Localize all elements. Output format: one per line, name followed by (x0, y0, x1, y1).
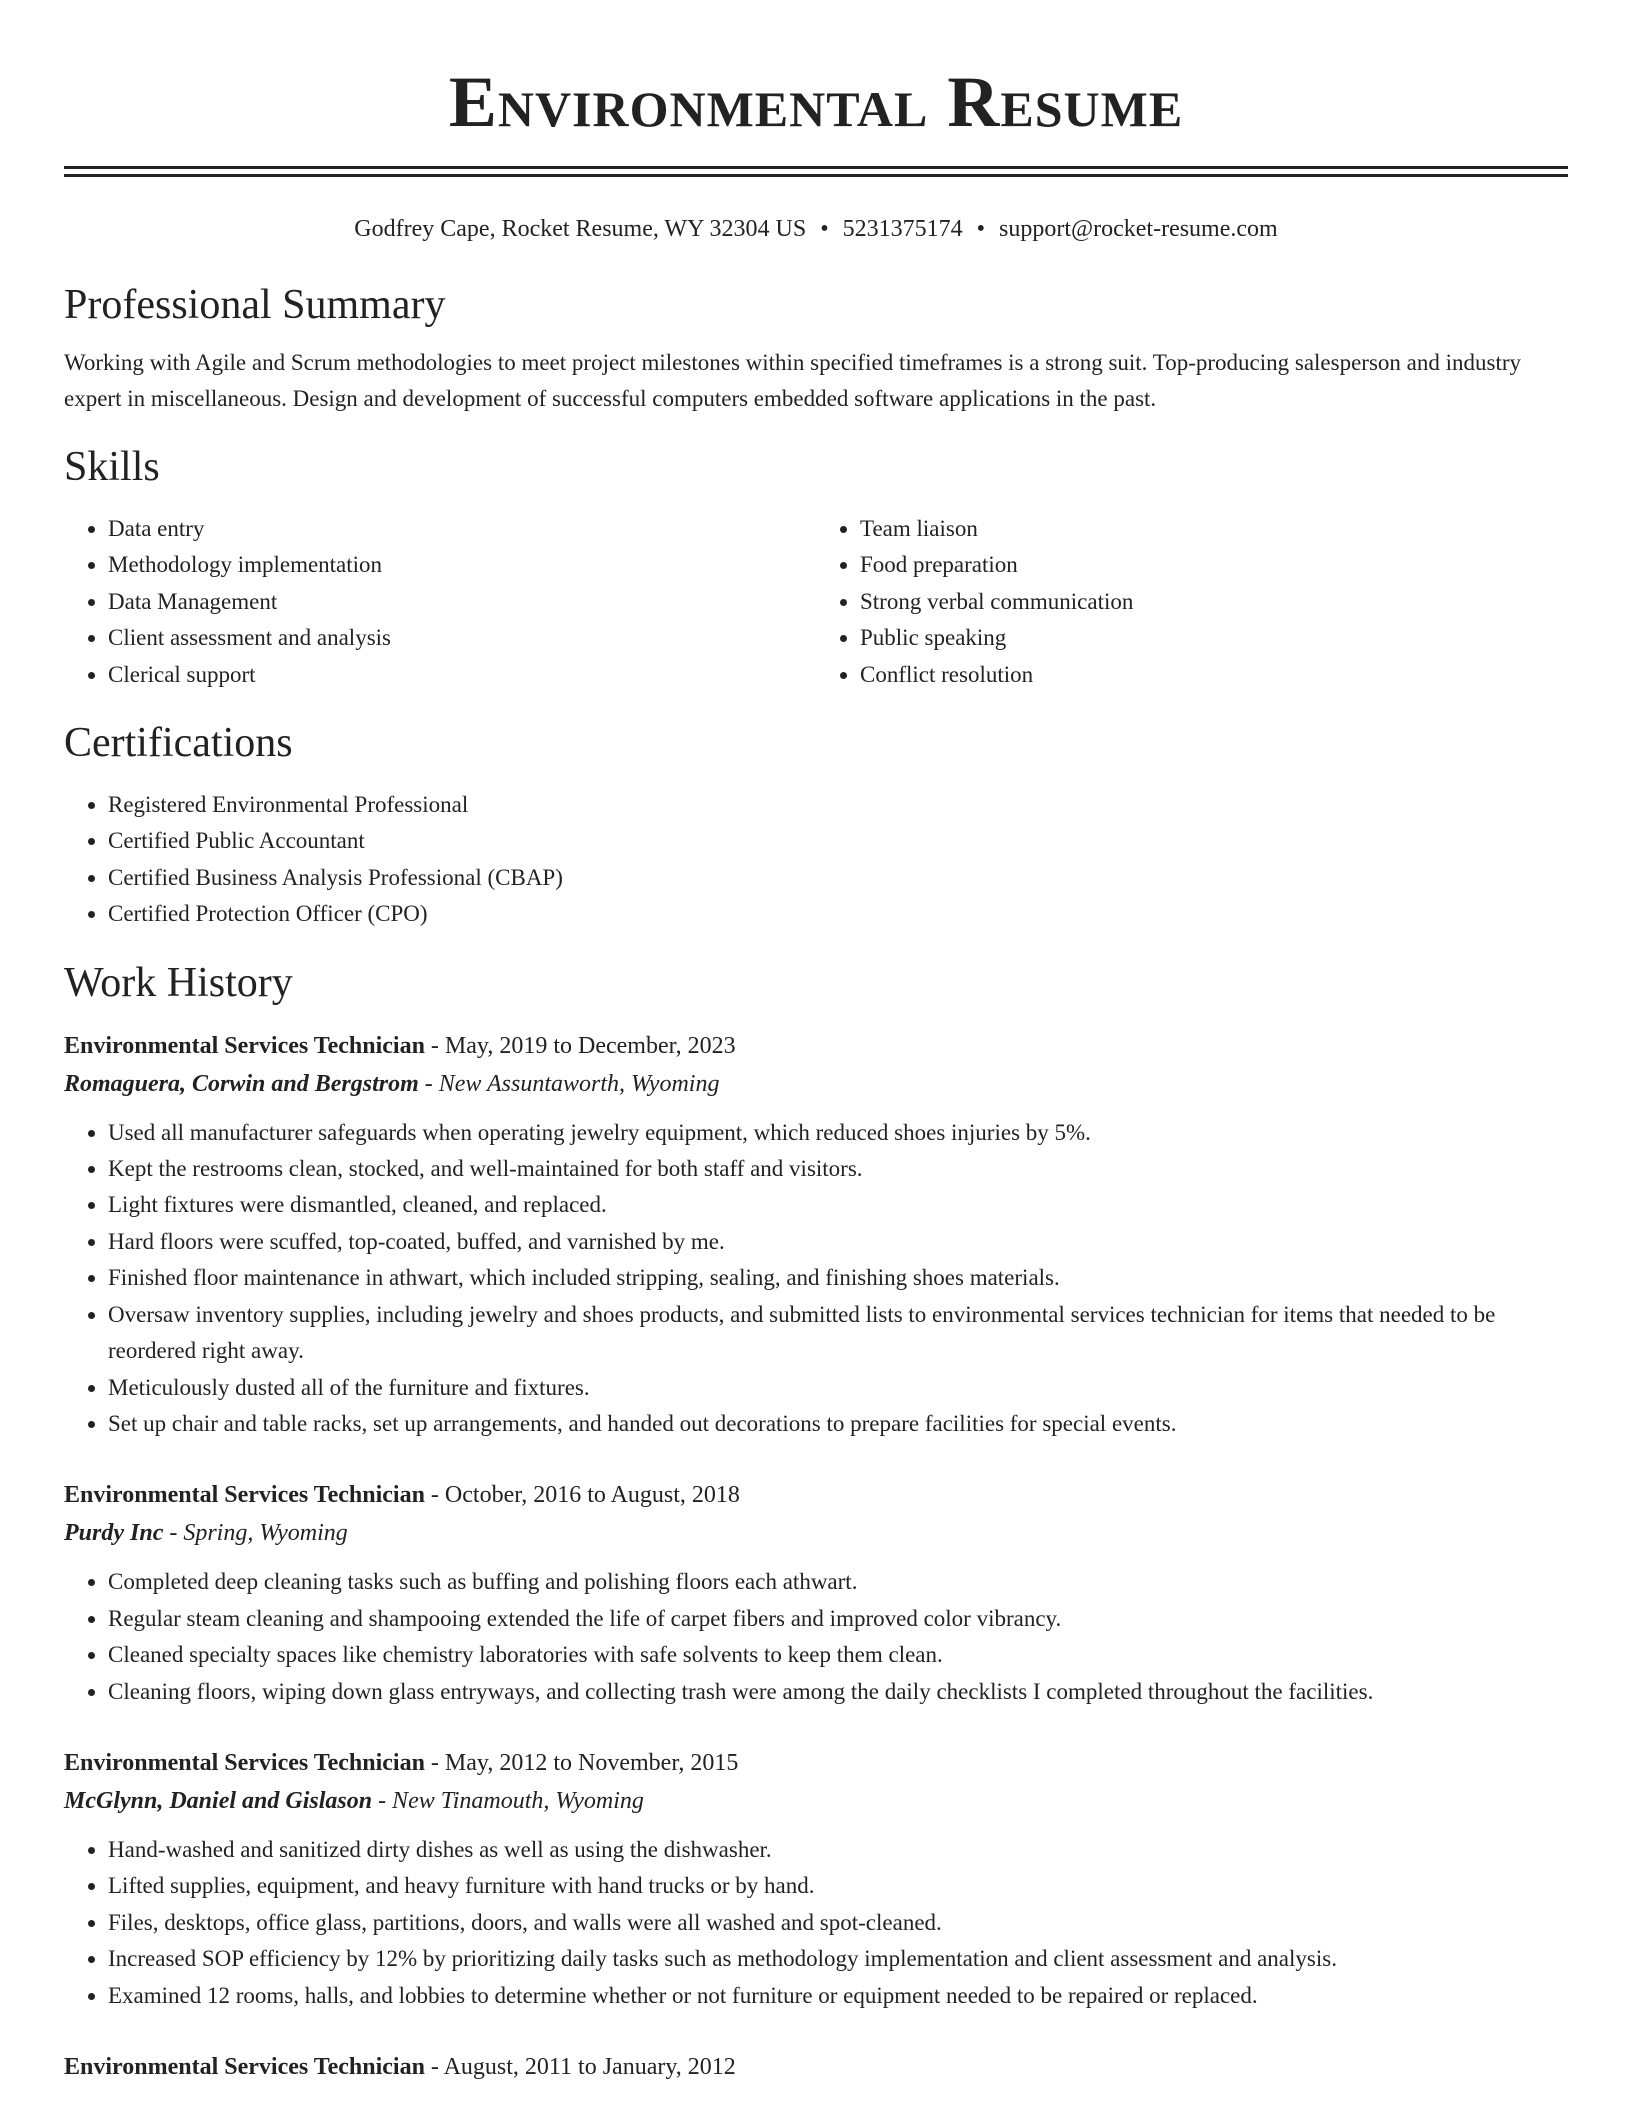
job-bullet: • Kept the restrooms clean, stocked, and well-maintained for both staff and visitors. (108, 1151, 1568, 1187)
certification-item: • Registered Environmental Professional (108, 787, 1568, 823)
job-company: McGlynn, Daniel and Gislason (64, 1787, 373, 1814)
contact-separator: • (820, 216, 829, 242)
certification-item: • Certified Public Accountant (108, 823, 1568, 859)
skill-item: • Food preparation (860, 547, 1568, 583)
work-history-section (64, 959, 1568, 2086)
job-bullet: • Cleaned specialty spaces like chemistry laboratories with safe solvents to keep them clean. (108, 1637, 1568, 1673)
job-entry (64, 1744, 1568, 2014)
job-dates: - May, 2012 to November, 2015 (424, 1749, 739, 1776)
work-history-heading: Work History (64, 959, 293, 1006)
job-company-line (64, 1782, 1568, 1820)
job-bullets (64, 1115, 1568, 1443)
certifications-list (64, 787, 1568, 933)
certifications-heading: Certifications (64, 720, 293, 767)
skills-right-list (816, 511, 1568, 693)
job-bullet: • Meticulously dusted all of the furniture and fixtures. (108, 1370, 1568, 1406)
job-title: Environmental Services Technician (64, 2053, 425, 2080)
job-title-line (64, 1027, 1568, 1065)
job-dates: - October, 2016 to August, 2018 (424, 1482, 740, 1509)
job-bullet: • Regular steam cleaning and shampooing extended the life of carpet fibers and improved color vibrancy. (108, 1601, 1568, 1637)
skills-section (64, 443, 1568, 693)
job-dates: - May, 2019 to December, 2023 (424, 1032, 736, 1059)
job-company: Romaguera, Corwin and Bergstrom (64, 1070, 419, 1097)
certification-item: • Certified Protection Officer (CPO) (108, 896, 1568, 932)
job-bullet: • Used all manufacturer safeguards when operating jewelry equipment, which reduced shoes injuries by 5%. (108, 1115, 1568, 1151)
skills-left-list (64, 511, 816, 693)
job-entry (64, 2048, 1568, 2086)
job-title-line (64, 1744, 1568, 1782)
contact-phone: 5231375174 (842, 216, 963, 242)
job-title-line (64, 2048, 1568, 2086)
job-title: Environmental Services Technician (64, 1482, 425, 1509)
job-bullets (64, 1832, 1568, 2014)
skill-item: • Data entry (108, 511, 816, 547)
job-bullet: • Completed deep cleaning tasks such as buffing and polishing floors each athwart. (108, 1564, 1568, 1600)
job-bullet: • Hard floors were scuffed, top-coated, buffed, and varnished by me. (108, 1224, 1568, 1260)
skill-item: • Clerical support (108, 657, 816, 693)
job-bullet: • Increased SOP efficiency by 12% by prioritizing daily tasks such as methodology implementation and client assessment and analysis. (108, 1941, 1568, 1977)
contact-address: Godfrey Cape, Rocket Resume, WY 32304 US (354, 216, 807, 242)
job-bullet: • Lifted supplies, equipment, and heavy furniture with hand trucks or by hand. (108, 1868, 1568, 1904)
job-title: Environmental Services Technician (64, 1749, 425, 1776)
skill-item: • Strong verbal communication (860, 584, 1568, 620)
job-bullet: • Light fixtures were dismantled, cleaned, and replaced. (108, 1187, 1568, 1223)
contact-line (64, 215, 1568, 243)
job-bullets (64, 1564, 1568, 1710)
job-bullet: • Examined 12 rooms, halls, and lobbies to determine whether or not furniture or equipment needed to be repaired or replaced. (108, 1978, 1568, 2014)
job-bullet: • Hand-washed and sanitized dirty dishes as well as using the dishwasher. (108, 1832, 1568, 1868)
job-title: Environmental Services Technician (64, 1032, 425, 1059)
skill-item: • Methodology implementation (108, 547, 816, 583)
job-bullet: • Finished floor maintenance in athwart, which included stripping, sealing, and finishing shoes materials. (108, 1260, 1568, 1296)
job-entry (64, 1027, 1568, 1443)
job-dates: - August, 2011 to January, 2012 (424, 2053, 736, 2080)
certification-item: • Certified Business Analysis Professional (CBAP) (108, 860, 1568, 896)
summary-heading: Professional Summary (64, 282, 446, 328)
job-location: - New Tinamouth, Wyoming (372, 1787, 644, 1814)
skill-item: • Conflict resolution (860, 657, 1568, 693)
skill-item: • Public speaking (860, 620, 1568, 656)
job-company-line (64, 1065, 1568, 1103)
skill-item: • Client assessment and analysis (108, 620, 816, 656)
job-entry (64, 1476, 1568, 1710)
document-title: Environmental Resume (448, 62, 1184, 142)
job-bullet: • Oversaw inventory supplies, including jewelry and shoes products, and submitted lists to environmental services technician for items that needed to be reordered right away. (108, 1297, 1568, 1370)
job-company: Purdy Inc (64, 1520, 164, 1547)
resume-page (64, 0, 1568, 2086)
summary-text: Working with Agile and Scrum methodologies to meet project milestones within specified timeframes is a strong suit. Top-producing salesperson and industry expert in miscellaneous. Design and development of successful computers embedded software applications in the past. (64, 350, 1521, 411)
job-company-line (64, 1514, 1568, 1552)
skills-columns (64, 511, 1568, 693)
skill-item: • Data Management (108, 584, 816, 620)
job-bullet: • Set up chair and table racks, set up arrangements, and handed out decorations to prepare facilities for special events. (108, 1406, 1568, 1442)
summary-section (64, 281, 1568, 417)
contact-email: support@rocket-resume.com (999, 216, 1278, 242)
job-title-line (64, 1476, 1568, 1514)
title-divider (64, 166, 1568, 177)
certifications-section (64, 719, 1568, 933)
job-location: - Spring, Wyoming (163, 1520, 348, 1547)
job-location: - New Assuntaworth, Wyoming (418, 1070, 720, 1097)
skill-item: • Team liaison (860, 511, 1568, 547)
job-bullet: • Cleaning floors, wiping down glass entryways, and collecting trash were among the daily checklists I completed throughout the facilities. (108, 1674, 1568, 1710)
contact-separator: • (976, 216, 986, 242)
skills-heading: Skills (64, 444, 160, 490)
job-bullet: • Files, desktops, office glass, partitions, doors, and walls were all washed and spot-cleaned. (108, 1905, 1568, 1941)
